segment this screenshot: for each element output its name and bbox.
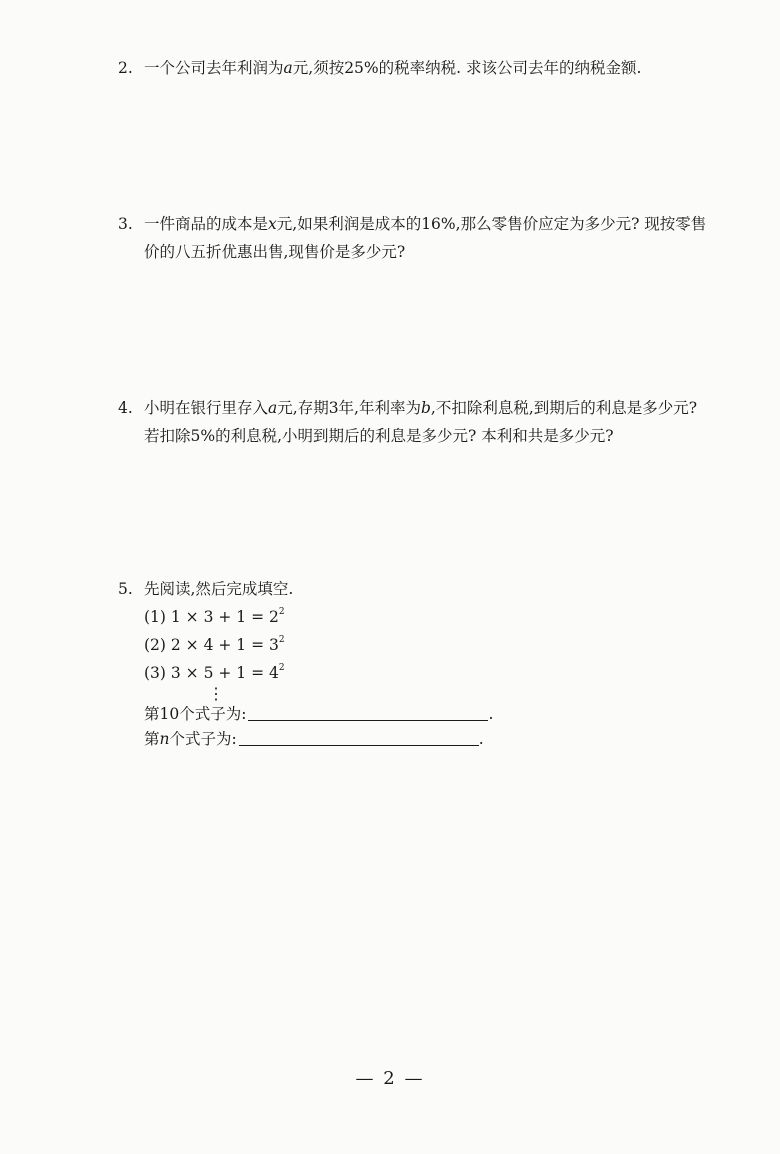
question-3 [118, 210, 706, 266]
question-text-line-2: 价的八五折优惠出售,现售价是多少元? [144, 243, 406, 261]
question-number: 3. [118, 215, 133, 233]
question-text: 一个公司去年利润为a元,须按25%的税率纳税. 求该公司去年的纳税金额. [144, 59, 642, 77]
question-number: 4. [118, 399, 133, 417]
example-3: (3) $3 \times 5 + 1 = 4^2$ [144, 663, 285, 683]
fill-in-10th: 第10个式子为: . [144, 705, 494, 724]
question-text-line-1: 一件商品的成本是x元,如果利润是成本的16%,那么零售价应定为多少元? 现按零售 [144, 215, 707, 233]
question-5 [118, 577, 493, 752]
question-4 [118, 394, 697, 450]
answer-blank-nth[interactable] [239, 729, 479, 746]
vertical-ellipsis: ⋮ [208, 684, 224, 704]
question-number: 5. [118, 580, 133, 598]
page-number: — 2 — [355, 1068, 425, 1089]
example-2: (2) $2 \times 4 + 1 = 3^2$ [144, 635, 285, 655]
question-text-line-2: 若扣除5%的利息税,小明到期后的利息是多少元? 本利和共是多少元? [144, 427, 614, 445]
fill-in-nth: 第n个式子为: . [144, 730, 484, 749]
question-number: 2. [118, 59, 133, 77]
question-text: 先阅读,然后完成填空. [144, 580, 294, 598]
question-text-line-1: 小明在银行里存入a元,存期3年,年利率为b,不扣除利息税,到期后的利息是多少元? [144, 399, 698, 417]
question-2 [118, 54, 641, 82]
example-1: (1) $1 \times 3 + 1 = 2^2$ [144, 607, 285, 627]
answer-blank-10th[interactable] [248, 704, 488, 721]
